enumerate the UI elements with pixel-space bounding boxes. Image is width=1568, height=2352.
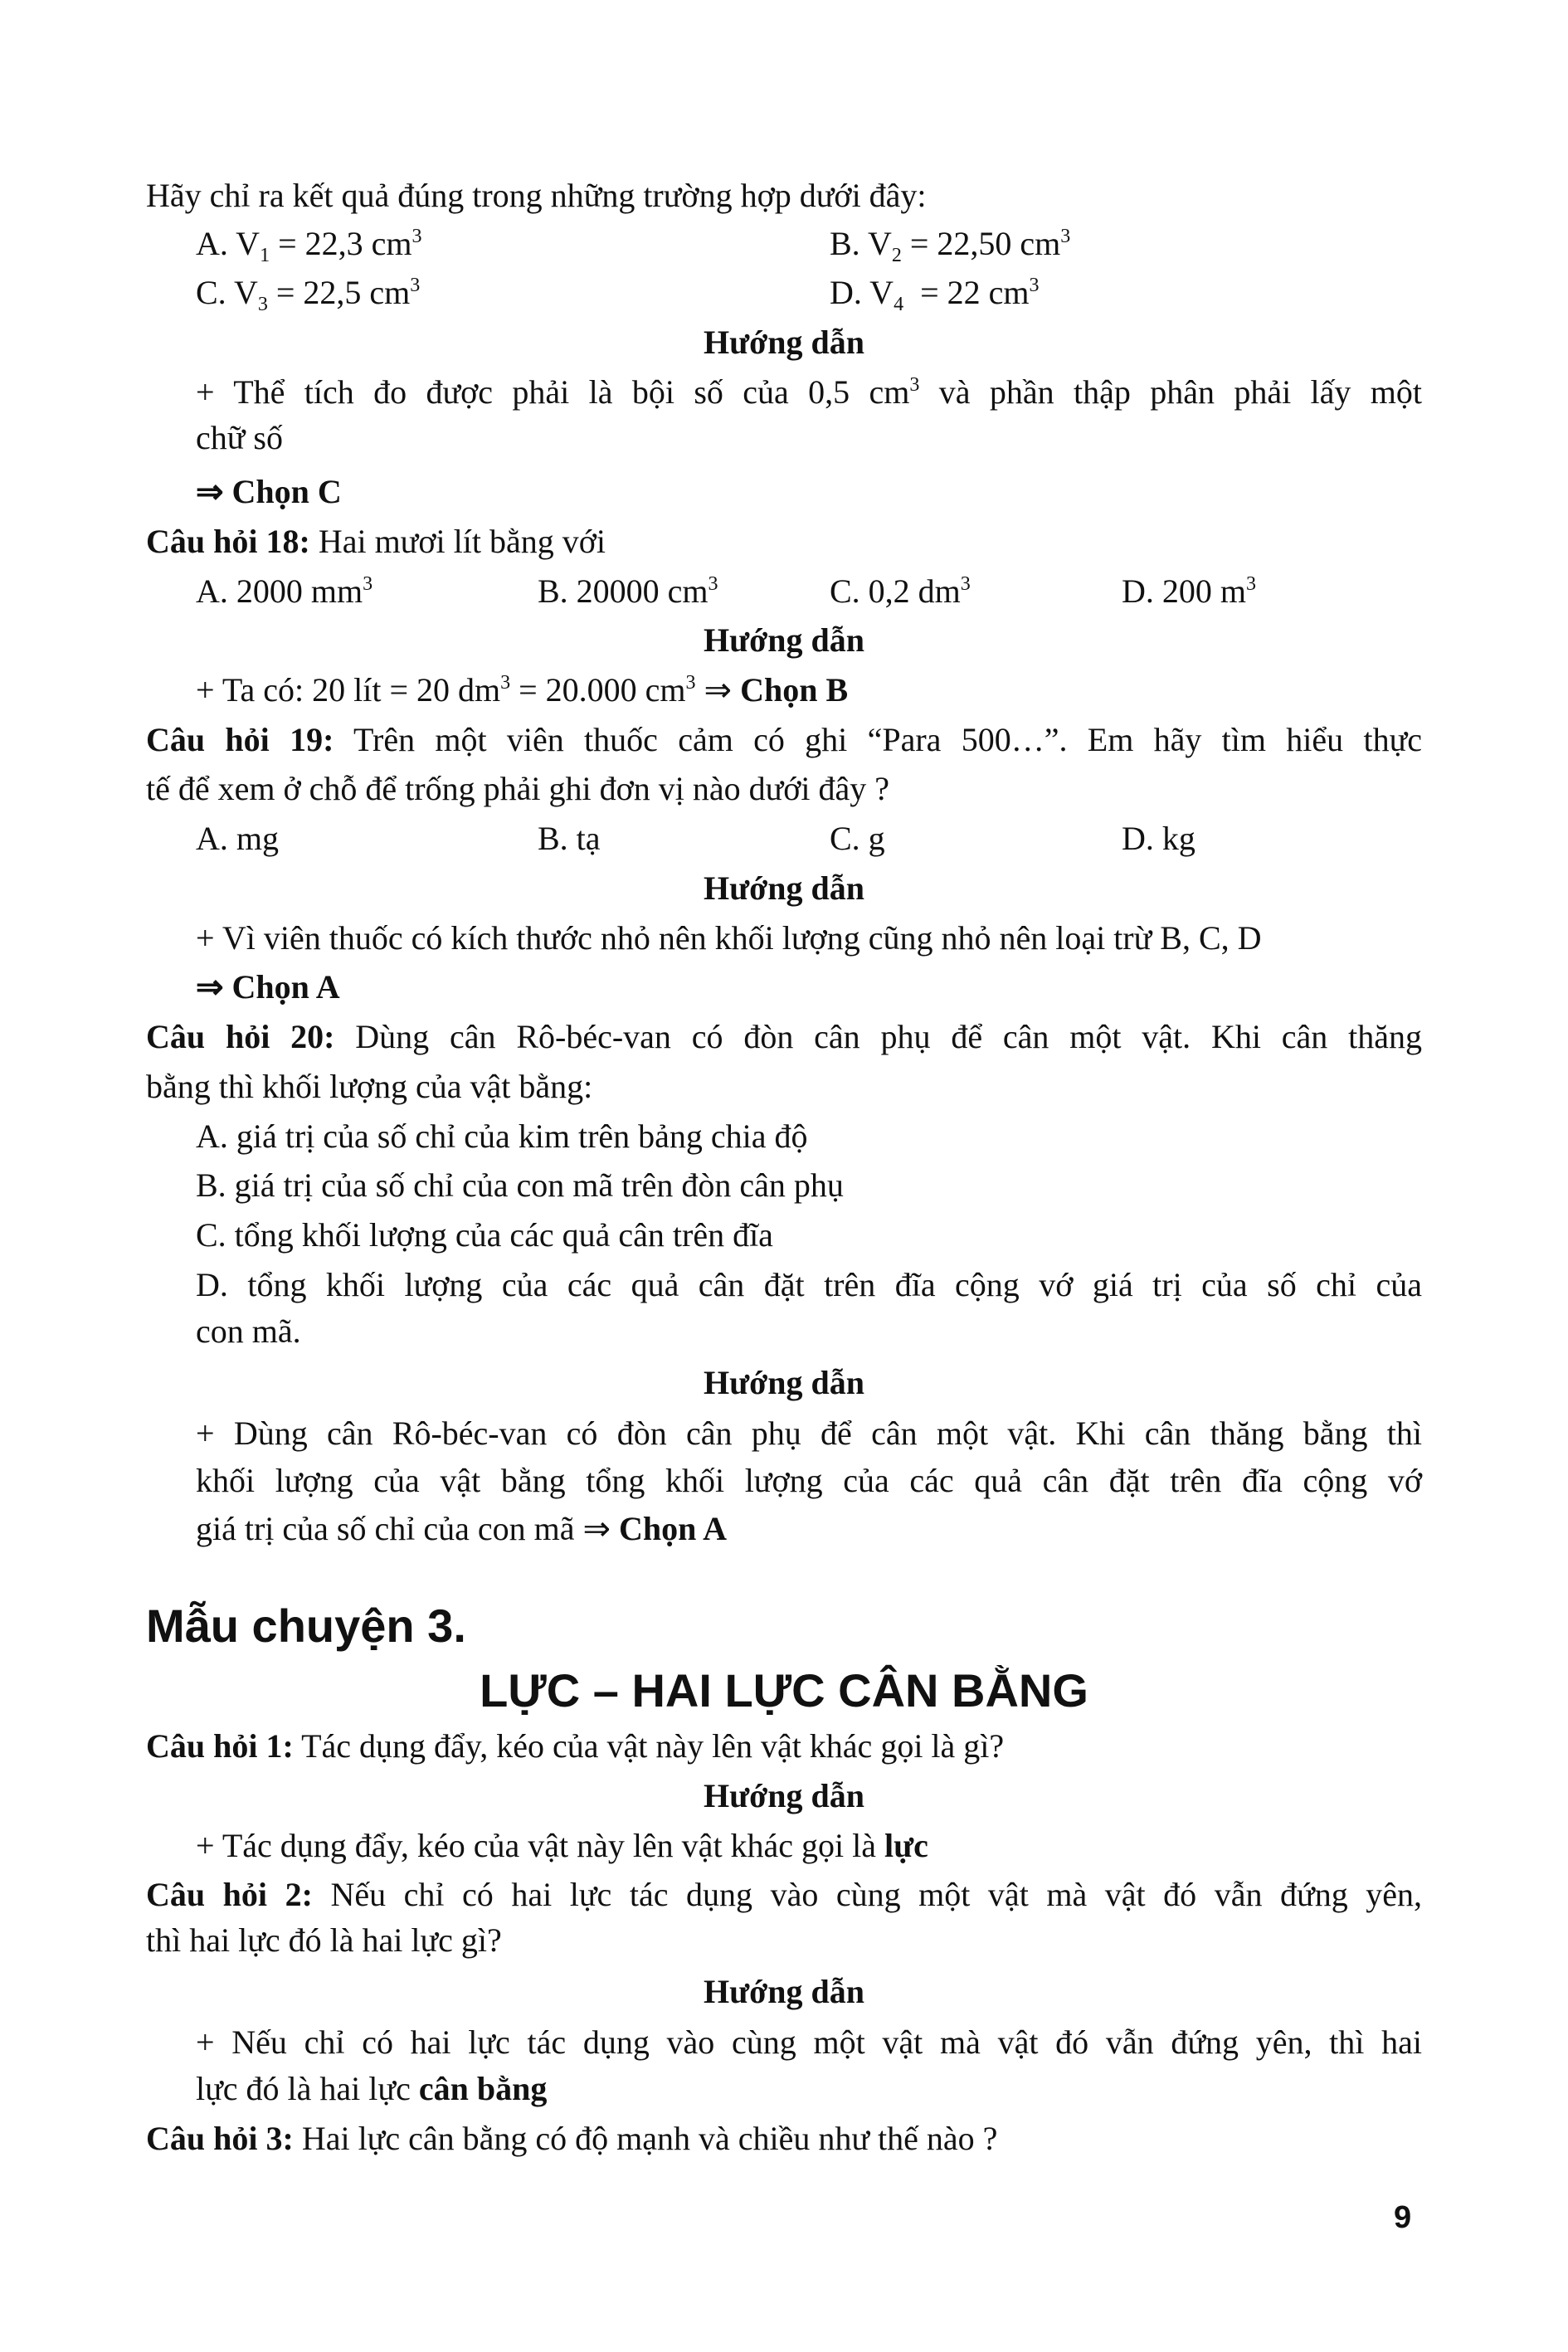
q17-answer-line1: + Thể tích đo được phải là bội số của 0,5 $cm^3$ và phần thập phân phải lấy một	[196, 373, 1422, 411]
s3-q1-question: Câu hỏi 1: Tác dụng đẩy, kéo của vật này lên vật khác gọi là gì?	[146, 1727, 1005, 1765]
q19-question-line1: Câu hỏi 19: Trên một viên thuốc cảm có ghi “Para 500…”. Em hãy tìm hiểu thực	[146, 721, 1422, 758]
q17-option-a: A. $V_1 = 22,3$ $cm^3$	[196, 225, 422, 266]
q18-answer: + Ta có: 20 lít = 20 $dm^3 = 20.000$ $cm^3$ ⇒ Chọn B	[196, 671, 849, 709]
q20-question-line2: bằng thì khối lượng của vật bằng:	[146, 1068, 593, 1105]
q19-option-d: D. kg	[1122, 820, 1195, 857]
q18-option-c: C. 0,2 $dm^3$	[830, 572, 971, 610]
intro-line: Hãy chỉ ra kết quả đúng trong những trường hợp dưới đây:	[146, 177, 927, 214]
q19-guide-heading: Hướng dẫn	[703, 869, 864, 907]
q18-option-a: A. 2000 $mm^3$	[196, 572, 373, 610]
section-heading: Mẫu chuyện 3.	[146, 1600, 466, 1652]
q20-answer-line3: giá trị của số chỉ của con mã ⇒ Chọn A	[196, 1510, 728, 1547]
q17-option-b: B. $V_2 = 22,50$ $cm^3$	[830, 225, 1071, 266]
page-number: 9	[1394, 2200, 1412, 2235]
q19-choice: ⇒ Chọn A	[196, 968, 340, 1006]
q20-option-d-line2: con mã.	[196, 1312, 301, 1350]
q18-guide-heading: Hướng dẫn	[703, 621, 864, 659]
q18-option-b: B. 20000 $cm^3$	[538, 572, 718, 610]
q19-answer: + Vì viên thuốc có kích thước nhỏ nên khối lượng cũng nhỏ nên loại trừ B, C, D	[196, 919, 1262, 957]
q20-option-d-line1: D. tổng khối lượng của các quả cân đặt trên đĩa cộng vớ giá trị của số chỉ của	[196, 1266, 1422, 1303]
q19-option-a: A. mg	[196, 820, 279, 857]
q20-option-a: A. giá trị của số chỉ của kim trên bảng chia độ	[196, 1118, 808, 1155]
section-title: LỰC – HAI LỰC CÂN BẰNG	[480, 1664, 1088, 1717]
s3-q3-question: Câu hỏi 3: Hai lực cân bằng có độ mạnh và chiều như thế nào ?	[146, 2120, 998, 2157]
q20-option-b: B. giá trị của số chỉ của con mã trên đòn cân phụ	[196, 1166, 844, 1204]
s3-q2-answer-line2: lực đó là hai lực cân bằng	[196, 2070, 548, 2107]
q18-question: Câu hỏi 18: Hai mươi lít bằng với	[146, 523, 606, 560]
q17-choice: ⇒ Chọn C	[196, 473, 342, 510]
q20-answer-line1: + Dùng cân Rô-béc-van có đòn cân phụ để cân một vật. Khi cân thăng bằng thì	[196, 1415, 1422, 1452]
q19-option-b: B. tạ	[538, 820, 601, 857]
q19-question-line2: tế để xem ở chỗ để trống phải ghi đơn vị nào dưới đây ?	[146, 770, 890, 807]
s3-q1-guide-heading: Hướng dẫn	[703, 1777, 864, 1814]
q17-guide-heading: Hướng dẫn	[703, 324, 864, 361]
q17-option-c: C. $V_3 = 22,5$ $cm^3$	[196, 274, 421, 315]
q19-option-c: C. g	[830, 820, 885, 857]
q20-question-line1: Câu hỏi 20: Dùng cân Rô-béc-van có đòn cân phụ để cân một vật. Khi cân thăng	[146, 1018, 1423, 1055]
q18-option-d: D. 200 $m^3$	[1122, 572, 1256, 610]
q20-guide-heading: Hướng dẫn	[703, 1364, 864, 1401]
s3-q2-question-line2: thì hai lực đó là hai lực gì?	[146, 1921, 502, 1959]
q17-answer-line2: chữ số	[196, 419, 283, 456]
q20-answer-line2: khối lượng của vật bằng tổng khối lượng của các quả cân đặt trên đĩa cộng vớ	[196, 1462, 1422, 1499]
s3-q1-answer: + Tác dụng đẩy, kéo của vật này lên vật khác gọi là lực	[196, 1827, 928, 1864]
q20-option-c: C. tổng khối lượng của các quả cân trên đĩa	[196, 1216, 773, 1254]
s3-q2-answer-line1: + Nếu chỉ có hai lực tác dụng vào cùng một vật mà vật đó vẫn đứng yên, thì hai	[196, 2023, 1422, 2061]
s3-q2-question-line1: Câu hỏi 2: Nếu chỉ có hai lực tác dụng vào cùng một vật mà vật đó vẫn đứng yên,	[146, 1876, 1422, 1913]
q17-option-d: D. $V_4 = 22$ $cm^3$	[830, 274, 1040, 315]
s3-q2-guide-heading: Hướng dẫn	[703, 1973, 864, 2010]
